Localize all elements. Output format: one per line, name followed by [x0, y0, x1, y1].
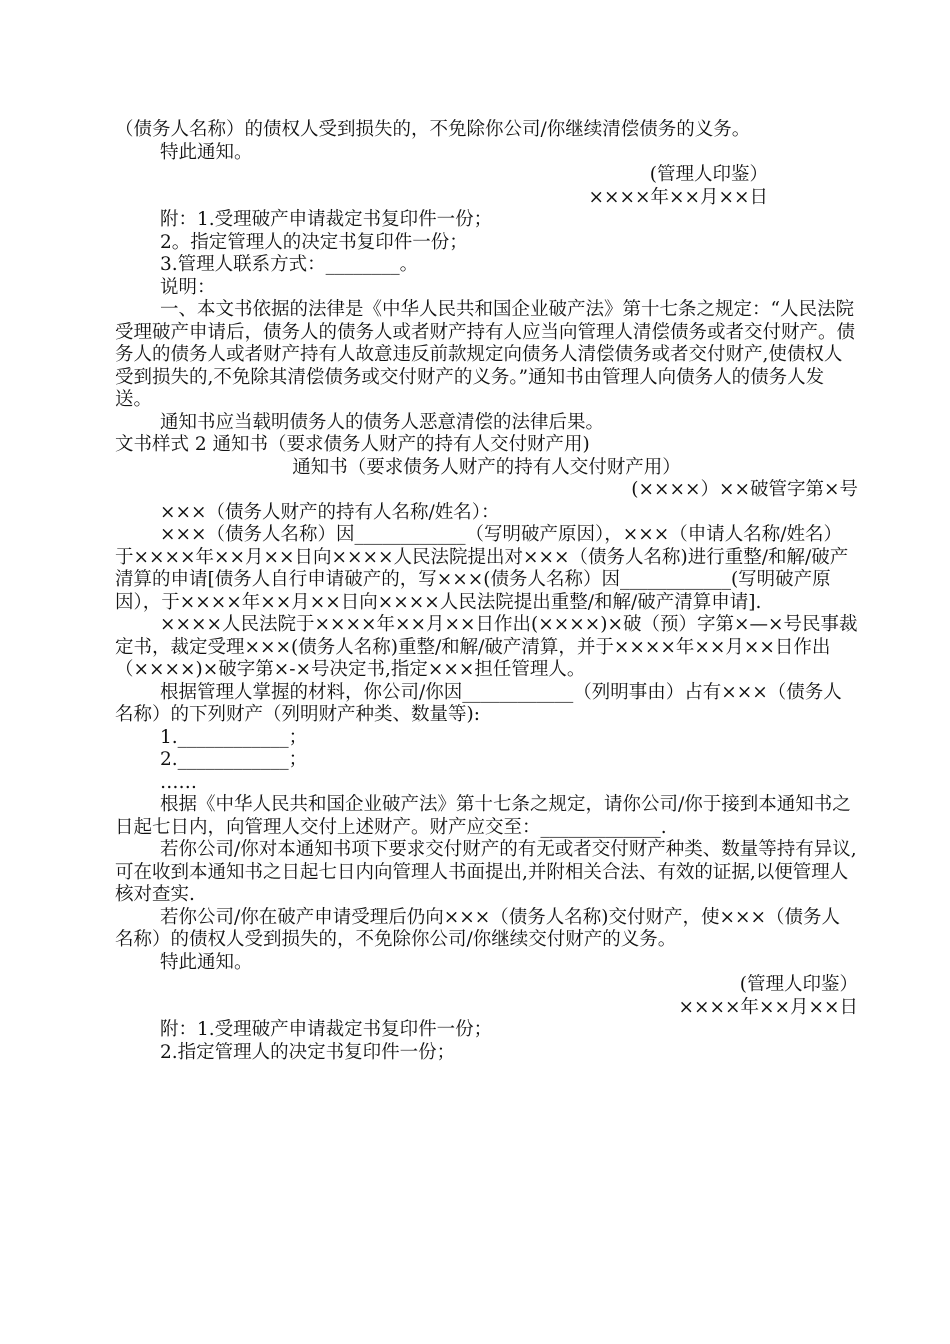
seal-label: (管理人印鉴）: [739, 974, 858, 995]
text-line: （债务人名称）的债权人受到损失的，不免除你公司/你继续清偿债务的义务。: [115, 119, 751, 140]
body-paragraph: 若你公司/你在破产申请受理后仍向×××（债务人名称)交付财产，使×××（债务人名称）的债权人受到损失的，不免除你公司/你继续交付财产的义务。: [115, 906, 840, 950]
date-line: ××××年××月××日: [678, 996, 858, 1018]
body-paragraph: ×××（债务人名称）因____________（写明破产原因），×××（申请人名称/姓名）于××××年××月××日向××××人民法院提出对×××（债务人名称)进行重整/和解/破产清算的申请[债务人自行申请破产的，写×××(债务人名称）因____________(写明破产原因），于××××年××月××日向××××人民法院提出重整/和解/破产清算申请].: [115, 524, 849, 613]
section-heading: 文书样式 2 通知书（要求债务人财产的持有人交付财产用): [115, 434, 590, 455]
body-paragraph: 根据管理人掌握的材料，你公司/你因____________（列明事由）占有×××（债务人名称）的下列财产（列明财产种类、数量等):: [115, 681, 842, 725]
attachment-item: 2。指定管理人的决定书复印件一份；: [160, 231, 468, 253]
note-paragraph: 一、本文书依据的法律是《中华人民共和国企业破产法》第十七条之规定：“人民法院受理破产申请后，债务人的债务人或者财产持有人应当向管理人清偿债务或者交付财产。债务人的债务人或者财产持有人故意违反前款规定向债务人清偿债务或者交付财产,使债权人受到损失的,不免除其清偿债务或交付财产的义务。”通知书由管理人向债务人的债务人发送。: [115, 299, 856, 410]
attachment-item: 2.指定管理人的决定书复印件一份；: [160, 1041, 456, 1063]
body-paragraph: 根据《中华人民共和国企业破产法》第十七条之规定，请你公司/你于接到本通知书之日起七日内，向管理人交付上述财产。财产应交至：_____________.: [115, 794, 851, 838]
closing-line: 特此通知。: [160, 141, 253, 163]
document-number: (××××）××破管字第×号: [631, 479, 858, 500]
list-item: 1.____________；: [160, 726, 308, 748]
list-item: ……: [160, 771, 197, 793]
attachment-item: 附：1.受理破产申请裁定书复印件一份；: [160, 1019, 493, 1040]
body-paragraph: 若你公司/你对本通知书项下要求交付财产的有无或者交付财产种类、数量等持有异议,可在收到本通知书之日起七日内向管理人书面提出,并附相关合法、有效的证据,以便管理人核对查实.: [115, 839, 857, 905]
note-paragraph: 通知书应当载明债务人的债务人恶意清偿的法律后果。: [160, 411, 605, 433]
attachment-item: 3.管理人联系方式：________。: [160, 254, 419, 275]
date-line: ××××年××月××日: [588, 186, 768, 208]
closing-line: 特此通知。: [160, 951, 253, 973]
notes-title: 说明：: [160, 276, 216, 298]
addressee: ×××（债务人财产的持有人名称/姓名）：: [160, 501, 500, 523]
list-item: 2.____________；: [160, 749, 308, 770]
attachment-item: 附：1.受理破产申请裁定书复印件一份；: [160, 209, 493, 230]
body-paragraph: ××××人民法院于××××年××月××日作出(××××)×破（预）字第×—×号民事裁定书，裁定受理×××(债务人名称)重整/和解/破产清算，并于××××年××月××日作出（××××)×破字第×-×号决定书,指定×××担任管理人。: [115, 614, 858, 680]
seal-label: (管理人印鉴）: [649, 164, 768, 185]
document-title: 通知书（要求债务人财产的持有人交付财产用）: [292, 456, 681, 478]
